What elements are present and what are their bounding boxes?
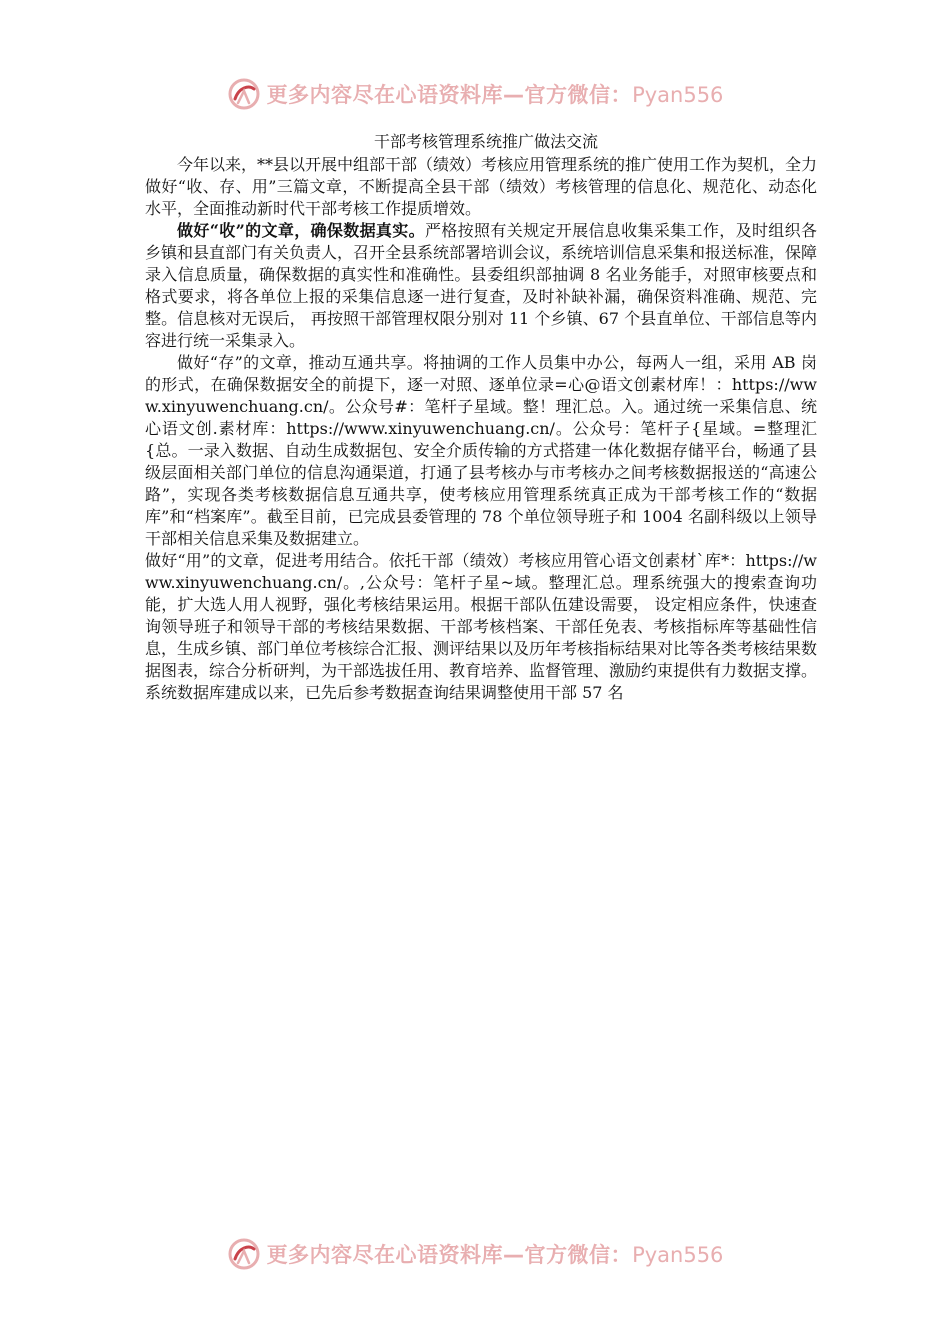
paragraph-use: 做好“用”的文章，促进考用结合。依托干部（绩效）考核应用管心语文创素材`库*：https://www.xinyuwenchuang.cn/。,公众号：笔杆子星~域。整理汇总。理系统强大的搜索查询功能，扩大选人用人视野，强化考核结果运用。根据干部队伍建设需要， 设定相应条件，快速查询领导班子和领导干部的考核结果数据、干部考核档案、干部任免表、考核指标库等基础性信息，生成乡镇、部门单位考核综合汇报、测评结果以及历年考核指标结果对比等各类考核结果数据图表，综合分析研判，为干部选拔任用、教育培养、监督管理、激励约束提供有力数据支撑。系统数据库建成以来，已先后参考数据查询结果调整使用干部 57 名	[145, 551, 818, 702]
footer-watermark	[0, 1232, 950, 1276]
paragraph-collect: 做好“收”的文章，确保数据真实。严格按照有关规定开展信息收集采集工作，及时组织各乡镇和县直部门有关负责人，召开全县系统部署培训会议，系统培训信息采集和报送标准，保障录入信息质量，确保数据的真实性和准确性。县委组织部抽调 8 名业务能手，对照审核要点和格式要求，将各单位上报的采集信息逐一进行复查，及时补缺补漏，确保资料准确、规范、完整。信息核对无误后， 再按照干部管理权限分别对 11 个乡镇、67 个县直单位、干部信息等内容进行统一采集录入。	[145, 221, 818, 350]
watermark-text: 更多内容尽在心语资料库—官方微信：Pyan556	[266, 1243, 724, 1267]
ribbon-logo-icon	[227, 1237, 261, 1271]
document-title: 干部考核管理系统推广做法交流	[373, 132, 598, 151]
document-body	[145, 130, 817, 704]
paragraph-lead: 做好“收”的文章，确保数据真实。	[177, 221, 425, 240]
ribbon-logo-icon	[227, 77, 261, 111]
watermark-text: 更多内容尽在心语资料库—官方微信：Pyan556	[266, 83, 724, 107]
header-watermark	[0, 72, 950, 116]
paragraph-intro: 今年以来，**县以开展中组部干部（绩效）考核应用管理系统的推广使用工作为契机，全力做好“收、存、用”三篇文章，不断提高全县干部（绩效）考核管理的信息化、规范化、动态化水平，全面推动新时代干部考核工作提质增效。	[145, 155, 818, 218]
paragraph-store: 做好“存”的文章，推动互通共享。将抽调的工作人员集中办公，每两人一组，采用 AB 岗的形式，在确保数据安全的前提下，逐一对照、逐单位录=心@语文创素材库！：https://www.xinyuwenchuang.cn/。公众号#：笔杆子星域。整！理汇总。入。通过统一采集信息、统心语文创.素材库：https://www.xinyuwenchuang.cn/。公众号：笔杆子{星域。=整理汇{总。一录入数据、自动生成数据包、安全介质传输的方式搭建一体化数据存储平台，畅通了县级层面相关部门单位的信息沟通渠道，打通了县考核办与市考核办之间考核数据报送的“高速公路”，实现各类考核数据信息互通共享，使考核应用管理系统真正成为干部考核工作的“数据库”和“档案库”。截至目前，已完成县委管理的 78 个单位领导班子和 1004 名副科级以上领导干部相关信息采集及数据建立。	[145, 353, 817, 548]
wechat-id: Pyan556	[632, 1243, 724, 1267]
wechat-id: Pyan556	[632, 83, 724, 107]
